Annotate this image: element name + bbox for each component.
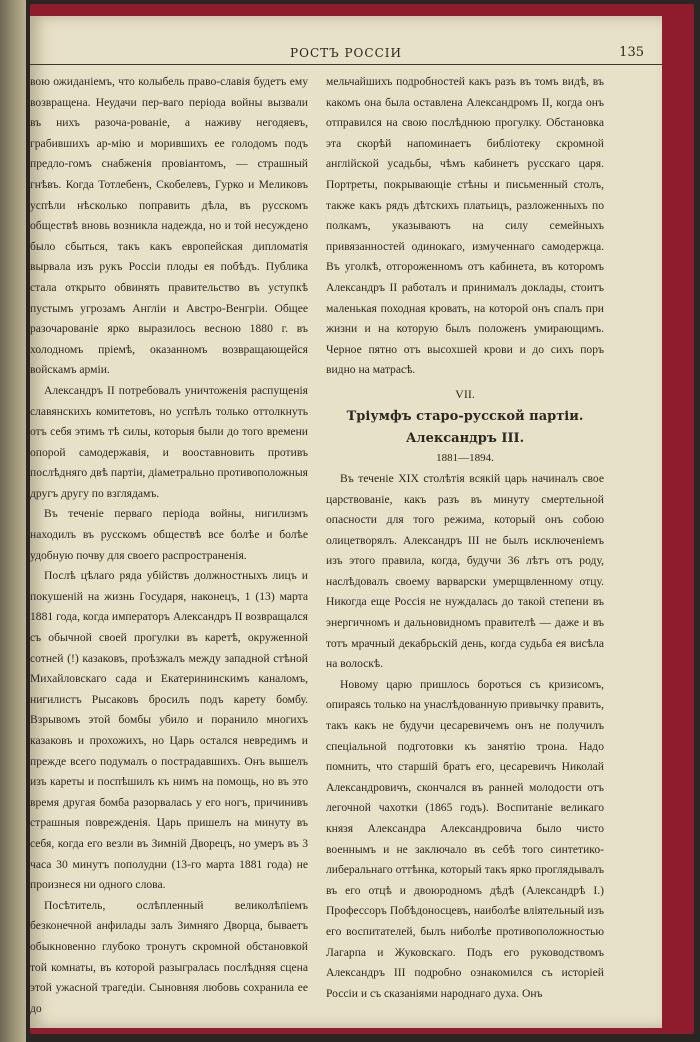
section-number: VII. — [455, 386, 475, 401]
right-column — [326, 72, 604, 1004]
section-title-line2: Александръ III. — [405, 430, 525, 446]
book-page — [30, 16, 662, 1028]
paragraph: мельчайшихъ подробностей какъ разъ въ томъ видѣ, въ какомъ она была оставлена Александромъ II, когда онъ отправился на свою послѣднюю прогулку. Обстановка эта скорѣй напоминаетъ библіотеку скромной англійской усадьбы, чѣмъ кабинетъ русскаго царя. Портреты, покрывающіе стѣны и письменный столъ, также какъ рядъ дѣтскихъ платьицъ, разложенныхъ по полкамъ, указываютъ на силу семейныхъ привязанностей одинокаго, измученнаго самодержца. Въ уголкѣ, отгороженномъ отъ кабинета, въ которомъ Александръ II работалъ и принималъ доклады, стоитъ маленькая походная кровать, на которой онъ спалъ при жизни и на которую былъ положенъ умирающимъ. Черное пятно отъ высохшей крови и до сихъ поръ видно на матрасѣ. — [326, 75, 604, 377]
paragraph: Новому царю пришлось бороться съ кризисомъ, опираясь только на унаслѣдованную привычку править, такъ какъ не будучи цесаревичемъ онъ не получилъ спеціальной подготовки къ занятію трона. Надо помнить, что старшій братъ его, цесаревичъ Николай Александровичъ, скончался въ ранней молодости отъ легочной чахотки (1865 годъ). Воспитаніе великаго князя Александра Александровича было чисто военнымъ и не заключало въ себѣ того синтетико-либеральнаго оттѣнка, который такъ ярко проглядывалъ въ его отцѣ и двоюродномъ дѣдѣ (Александрѣ I.) Профессоръ Побѣдоносцевъ, наиболѣе вліятельный изъ его воспитателей, былъ ниболѣе противоположностью Лагарпа и Жуковскаго. Подъ его руководствомъ Александръ III подробно ознакомился съ исторіей Россіи и съ сказаніями народнаго духа. Онъ — [326, 677, 604, 1000]
section-years: 1881—1894. — [436, 451, 494, 464]
paragraph: Послѣ цѣлаго ряда убійствъ должностныхъ лицъ и покушеній на жизнь Государя, наконецъ, 1 (13) марта 1881 года, когда императоръ Александръ II возвращался съ обычной своей прогулки въ каретѣ, окруженной сотней (!) казаковъ, проѣзжалъ между западной стѣной Михайловскаго сада и Екатерининскимъ каналомъ, нигилистъ Рысаковъ бросилъ подъ карету бомбу. Взрывомъ этой бомбы убило и поранило многихъ казаковъ и прохожихъ, но Царь остался невредимъ и прежде всего подумалъ о пострадавшихъ. Онъ вышелъ изъ кареты и поспѣшилъ къ нимъ на помощь, но въ это время другая бомба разорвалась у его ногъ, причинивъ страшныя поврежденія. Царь пришелъ на минуту въ себя, когда его везли въ Зимній Дворецъ, но умеръ въ 3 часа 30 минутъ пополудни (13-го марта 1881 года) не произнеся ни одного слова. — [30, 569, 308, 892]
paragraph: Александръ II потребовалъ уничтоженія распущенія славянскихъ комитетовъ, но успѣлъ только оттолкнуть отъ себя этимъ тѣ силы, которыя были до того времени опорой самодержавія, и вооставновить противъ послѣдняго двѣ партіи, діаметрально противоположныя другъ другу по взглядамъ. — [30, 383, 308, 500]
running-title: РОСТЪ РОССІИ — [290, 46, 402, 60]
page-number: 135 — [619, 45, 644, 60]
paragraph: Въ теченіе XIX столѣтія всякій царь начиналъ свое царствованіе, какъ разъ въ минуту смертельной опасности для того режима, который онъ собою олицетворялъ. Александръ III не былъ исключеніемъ изъ этого правила, когда, будучи 36 лѣтъ отъ роду, наслѣдовалъ своему варварски умерщвленному отцу. Никогда еще Россія не нуждалась до такой степени въ энергичномъ и дальновидномъ правителѣ — даже и въ тотъ мрачный декабрьскій день, когда судьба ея висѣла на волоскѣ. — [326, 471, 604, 671]
paragraph: Посѣтитель, ослѣпленный великолѣпіемъ безконечной анфилады залъ Зимняго Дворца, бываетъ обыкновенно глубоко тронутъ скромной обстановкой той комнаты, въ которой разыгралась послѣдняя сцена этой ужасной трагедіи. Сыновняя любовь сохранила ее до — [30, 898, 308, 1015]
paragraph: Въ теченіе перваго періода войны, нигилизмъ находилъ въ русскомъ обществѣ все болѣе и болѣе удобную почву для своего распространенія. — [30, 507, 308, 562]
left-column — [30, 72, 308, 1019]
section-title-line1: Тріумфъ старо-русской партіи. — [346, 408, 584, 424]
paragraph: вою ожиданіемъ, что колыбель право-славія будетъ ему возвращена. Неудачи пер-ваго періода войны вызвали въ нихъ разоча-рованіе, а наживу негодяевъ, грабившихъ ар-мію и морившихъ ее голодомъ подъ предло-гомъ снабженія провіантомъ, — страшный гнѣвъ. Когда Тотлебенъ, Скобелевъ, Гурко и Меликовъ успѣли нѣсколько поправить дѣла, въ русскомъ обществѣ вновь возникла надежда, но и той несуждено было сбыться, такъ какъ европейская дипломатія вырвала изъ рукъ Россіи плоды ея побѣдъ. Публика стала открыто обвинять правительство въ уступкѣ пустымъ угрозамъ Англіи и Австро-Венгріи. Общее разочарованіе ярко выразилось весною 1880 г. въ холодномъ пріемѣ, оказанномъ возвращающейся войскамъ арміи. — [30, 75, 308, 377]
facing-page-edge — [0, 0, 26, 1042]
page-header — [30, 42, 662, 65]
